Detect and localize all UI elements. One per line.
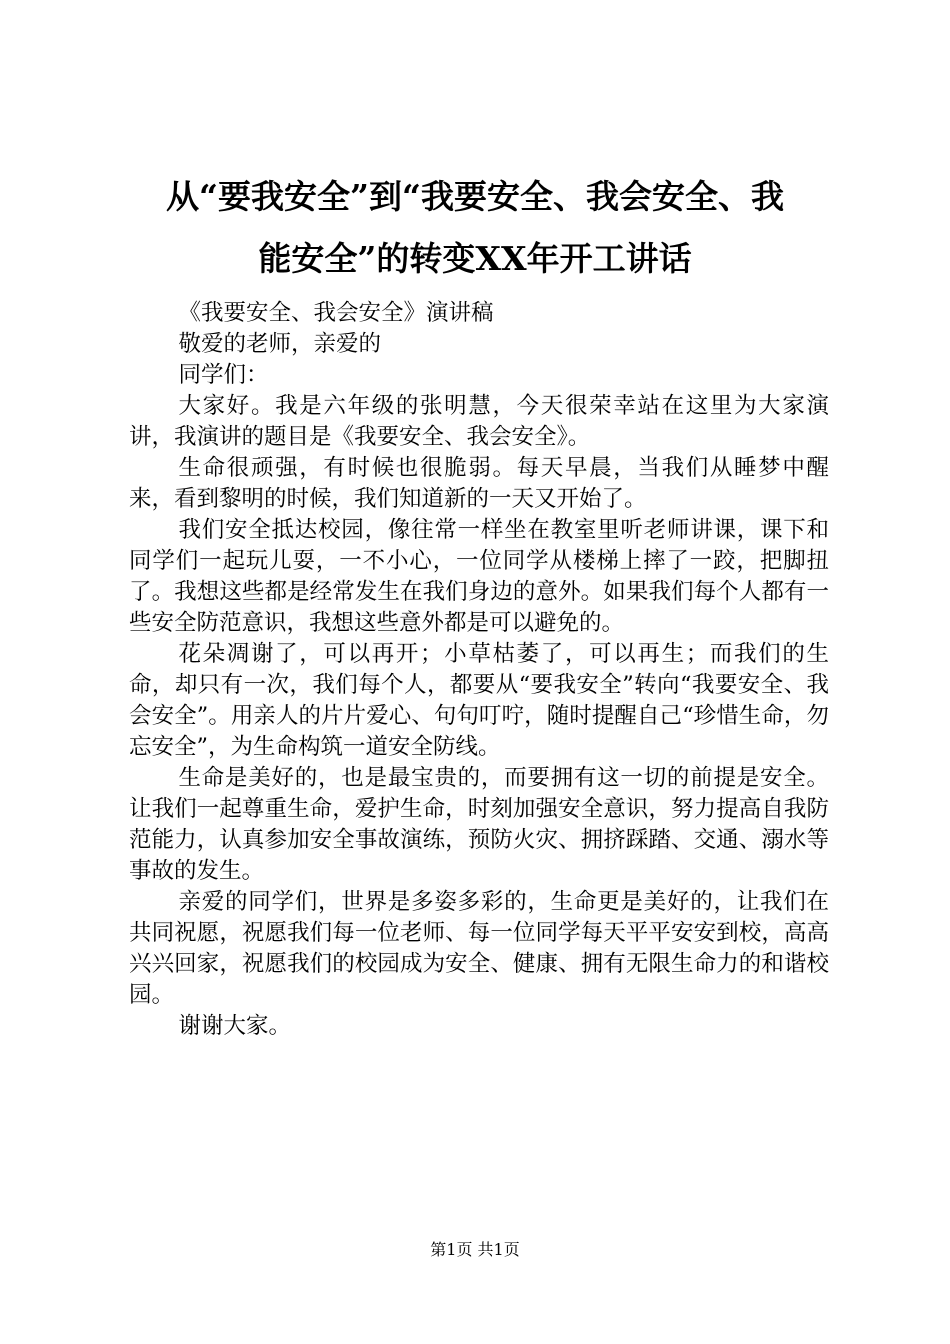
paragraph: 大家好。我是六年级的张明慧，今天很荣幸站在这里为大家演讲，我演讲的题目是《我要安全、我会安全》。 (129, 393, 829, 450)
salutation-line-2: 同学们： (178, 362, 269, 388)
title-line-1: 从“要我安全”到“我要安全、我会安全、我 (166, 177, 784, 216)
speech-subtitle: 《我要安全、我会安全》演讲稿 (178, 300, 494, 326)
salutation-line-1: 敬爱的老师，亲爱的 (178, 331, 382, 357)
paragraph: 花朵凋谢了，可以再开；小草枯萎了，可以再生；而我们的生命，却只有一次，我们每个人，都要从“要我安全”转向“我要安全、我会安全”。用亲人的片片爱心、句句叮咛，随时提醒自己“珍惜生命，勿忘安全”，为生命构筑一道安全防线。 (129, 641, 829, 760)
paragraph: 我们安全抵达校园，像往常一样坐在教室里听老师讲课，课下和同学们一起玩儿耍，一不小心，一位同学从楼梯上摔了一跤，把脚扭了。我想这些都是经常发生在我们身边的意外。如果我们每个人都有一些安全防范意识，我想这些意外都是可以避免的。 (129, 517, 829, 636)
title-line-2: 能安全”的转变XX年开工讲话 (258, 239, 692, 278)
paragraph: 生命很顽强，有时候也很脆弱。每天早晨，当我们从睡梦中醒来，看到黎明的时候，我们知道新的一天又开始了。 (129, 455, 829, 512)
document-body (129, 298, 829, 1042)
paragraph: 亲爱的同学们，世界是多姿多彩的，生命更是美好的，让我们在共同祝愿，祝愿我们每一位老师、每一位同学每天平平安安到校，高高兴兴回家，祝愿我们的校园成为安全、健康、拥有无限生命力的和谐校园。 (129, 889, 829, 1008)
closing-line: 谢谢大家。 (178, 1013, 292, 1039)
document-title (120, 166, 830, 290)
paragraph: 生命是美好的，也是最宝贵的，而要拥有这一切的前提是安全。让我们一起尊重生命，爱护生命，时刻加强安全意识，努力提高自我防范能力，认真参加安全事故演练，预防火灾、拥挤踩踏、交通、溺水等事故的发生。 (129, 765, 829, 884)
page-footer: 第1页 共1页 (430, 1240, 520, 1259)
